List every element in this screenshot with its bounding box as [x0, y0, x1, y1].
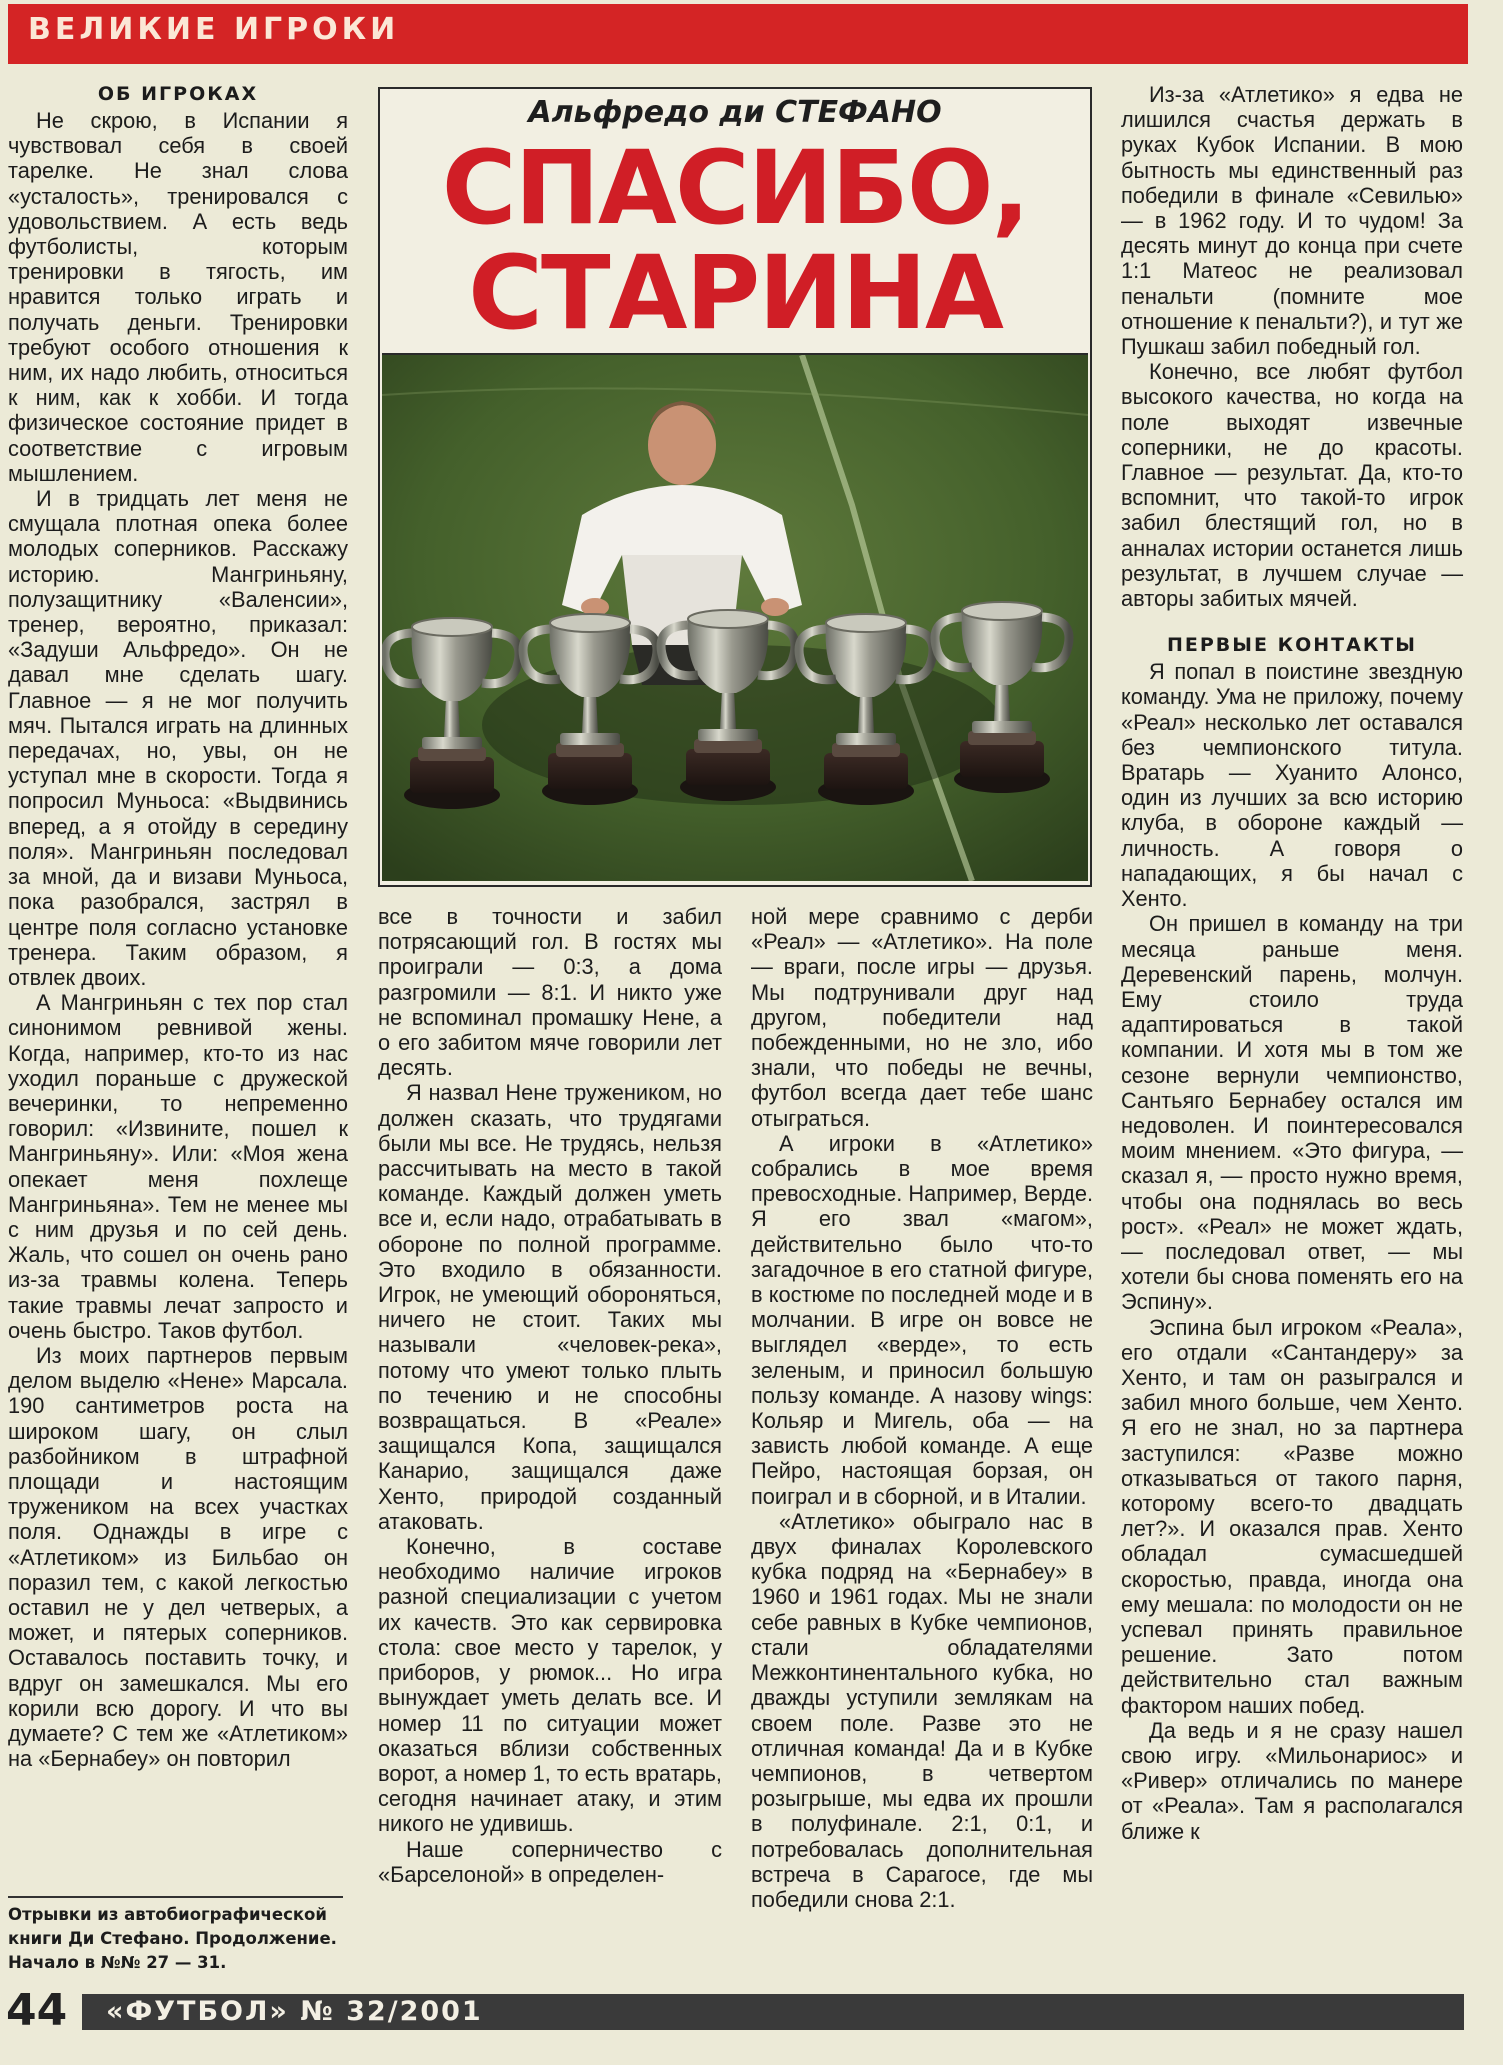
paragraph: Из-за «Атлетико» я едва не лишился счастья держать в руках Кубок Испании. В мою бытность мы единственный раз победили в финале «Севилью» — в 1962 году. И то чудом! За десять минут до конца при счете 1:1 Матеос не реализовал пенальти (помните мое отношение к пенальти?), и тут же Пушкаш забил победный гол. — [1121, 82, 1463, 360]
paragraph: Конечно, в составе необходимо наличие игроков разной специализации с учетом их качеств. Это как сервировка стола: свое место у тарелок, у приборов, у рюмок... Но игра вынуждает уметь делать все. И номер 11 по ситуации может оказаться вблизи собственных ворот, а номер 1, то есть вратарь, сегодня начинает атаку, и этим никого не удивишь. — [378, 1534, 722, 1837]
footnote: Отрывки из автобиографической книги Ди Стефано. Продолжение. Начало в №№ 27 — 31. — [8, 1905, 337, 1972]
article-column-3 — [751, 904, 1093, 1912]
paragraph: ной мере сравнимо с дерби «Реал» — «Атлетико». На поле — враги, после игры — друзья. Мы подтрунивали друг над другом, победители над побежденными, но не зло, ибо знали, что победы не вечны, футбол всегда дает тебе шанс отыграться. — [751, 904, 1093, 1131]
paragraph: А игроки в «Атлетико» собрались в мое время превосходные. Например, Верде. Я его звал «магом», действительно было что-то загадочное в его статной фигуре, в костюме по последней моде и в молчании. В игре он вовсе не выглядел «верде», то есть зеленым, и приносил большую пользу команде. А назову wings: Кольяр и Мигель, оба — на зависть любой команде. А еще Пейро, настоящая борзая, он поиграл и в сборной, и в Италии. — [751, 1130, 1093, 1509]
rubric-bar — [8, 4, 1468, 64]
headline-box — [378, 87, 1092, 887]
photo-di-stefano-with-trophies — [382, 353, 1088, 883]
magazine-issue: «ФУТБОЛ» № 32/2001 — [106, 1996, 483, 2027]
paragraph: Эспина был игроком «Реала», его отдали «Сантандеру» за Хенто, и там он разыгрался и забил много больше, чем Хенто. Я его не знал, но за партнера заступился: «Разве можно отказываться от такого парня, которому всего-то двадцать лет?». И оказался прав. Хенто обладал сумасшедшей скоростью, правда, иногда она ему мешала: по молодости он не успевал принять правильное решение. Зато потом действительно стал важным фактором наших побед. — [1121, 1314, 1463, 1718]
paragraph: Я попал в поистине звездную команду. Ума не приложу, почему «Реал» несколько лет оставался без чемпионского титула. Вратарь — Хуанито Алонсо, один из лучших за всю историю клуба, в обороне каждый — личность. А говоря о нападающих, я бы начал с Хенто. — [1121, 659, 1463, 912]
paragraph: Наше соперничество с «Барселоной» в определен- — [378, 1836, 722, 1887]
article-column-2 — [378, 904, 722, 1887]
paragraph: Конечно, все любят футбол высокого качества, но когда на поле выходят извечные соперники, не до красоты. Главное — результат. Да, кто-то вспомнит, что такой-то игрок забил блестящий гол, но в анналах истории останется лишь результат, в лучшем случае — авторы забитых мячей. — [1121, 359, 1463, 612]
article-author: Альфредо ди СТЕФАНО — [528, 95, 942, 130]
section-subheading: ПЕРВЫЕ КОНТАКТЫ — [1167, 634, 1417, 657]
photo-image — [382, 355, 1088, 881]
headline-line-1: СПАСИБО, — [441, 129, 1029, 248]
paragraph: Да ведь и я не сразу нашел свою игру. «Мильонариос» и «Ривер» отличались по манере от «Реала». Там я располагался ближе к — [1121, 1717, 1463, 1844]
headline-line-2: СТАРИНА — [468, 234, 1002, 353]
paragraph: Он пришел в команду на три месяца раньше меня. Деревенский парень, молчун. Ему стоило труда адаптироваться в такой компании. И хотя мы в том же сезоне вернули чемпионство, Сантьяго Бернабеу остался им недоволен. И поинтересовался моим мнением. «Это фигура, — сказал я, — просто нужно время, чтобы она поднялась во весь рост». «Реал» не может ждать, — последовал ответ, — мы хотели бы снова поменять его на Эспину». — [1121, 911, 1463, 1315]
paragraph: А Мангриньян с тех пор стал синонимом ревнивой жены. Когда, например, кто-то из нас уходил пораньше с дружеской вечеринки, то непременно говорил: «Извините, пошел к Мангриньяну». Или: «Моя жена опекает меня похлеще Мангриньяна». Тем не менее мы с ним друзья и по сей день. Жаль, что сошел он очень рано из-за травмы колена. Теперь такие травмы лечат запросто и очень быстро. Таков футбол. — [8, 990, 348, 1343]
paragraph: Из моих партнеров первым делом выделю «Нене» Марсала. 190 сантиметров роста на широком шагу, он слыл разбойником в штрафной площади и настоящим тружеником на всех участках поля. Однажды в игре с «Атлетиком» из Бильбао он поразил тем, с какой легкостью оставил не у дел четверых, а может, и пятерых соперников. Оставалось поставить точку, и вдруг он замешкался. Мы его корили всю дорогу. И что вы думаете? С тем же «Атлетиком» на «Бернабеу» он повторил — [8, 1342, 348, 1772]
paragraph: Я назвал Нене тружеником, но должен сказать, что трудягами были мы все. Не трудясь, нельзя рассчитывать на место в такой команде. Каждый должен уметь все и, если надо, отрабатывать в обороне по полной программе. Это входило в обязанности. Игрок, не умеющий обороняться, ничего не стоит. Таких мы называли «человек-река», потому что умеют только плыть по течению и не способны возвращаться. В «Реале» защищался Копа, защищался Канарио, защищался даже Хенто, природой созданный атаковать. — [378, 1080, 722, 1534]
rubric-title: ВЕЛИКИЕ ИГРОКИ — [28, 12, 400, 47]
section-subheading: ОБ ИГРОКАХ — [97, 83, 259, 105]
page-number: 44 — [6, 1985, 68, 2036]
paragraph: Не скрою, в Испании я чувствовал себя в своей тарелке. Не знал слова «усталость», тренировался с удовольствием. А есть ведь футболисты, которым тренировки в тягость, им нравится только играть и получать деньги. Тренировки требуют особого отношения к ним, их надо любить, относиться к ним, как к хобби. И тогда физическое состояние придет в соответствие с игровым мышлением. — [8, 108, 348, 486]
footer-bar — [82, 1994, 1464, 2030]
paragraph: «Атлетико» обыграло нас в двух финалах Королевского кубка подряд на «Бернабеу» в 1960 и 1961 годах. Мы не знали себе равных в Кубке чемпионов, стали обладателями Межконтинентального кубка, но дважды уступили землякам на своем поле. Разве это не отличная команда! Да и в Кубке чемпионов, в четвертом розыгрыше, мы едва их прошли в полуфинале. 2:1, 0:1, и потребовалась дополнительная встреча в Сарагосе, где мы победили снова 2:1. — [751, 1508, 1093, 1912]
paragraph: все в точности и забил потрясающий гол. В гостях мы проиграли — 0:3, а дома разгромили — 8:1. И никто уже не вспоминал промашку Нене, а о его забитом мяче говорили лет десять. — [378, 904, 722, 1081]
article-column-1 — [8, 82, 348, 1771]
footnote-rule — [8, 1896, 343, 1898]
paragraph: И в тридцать лет меня не смущала плотная опека более молодых соперников. Расскажу историю. Мангриньяну, полузащитнику «Валенсии», тренер, вероятно, приказал: «Задуши Альфредо». Он не давал мне сделать шагу. Главное — я не мог получить мяч. Пытался играть на длинных передачах, но, увы, он не уступал мне в скорости. Тогда я попросил Муньоса: «Выдвинись вперед, а я отойду в середину поля». Мангриньян последовал за мной, да и визави Муньоса, пока разобрался, застрял в центре поля согласно установке тренера. Таким образом, я отвлек двоих. — [8, 486, 348, 990]
article-column-4 — [1121, 82, 1463, 1844]
